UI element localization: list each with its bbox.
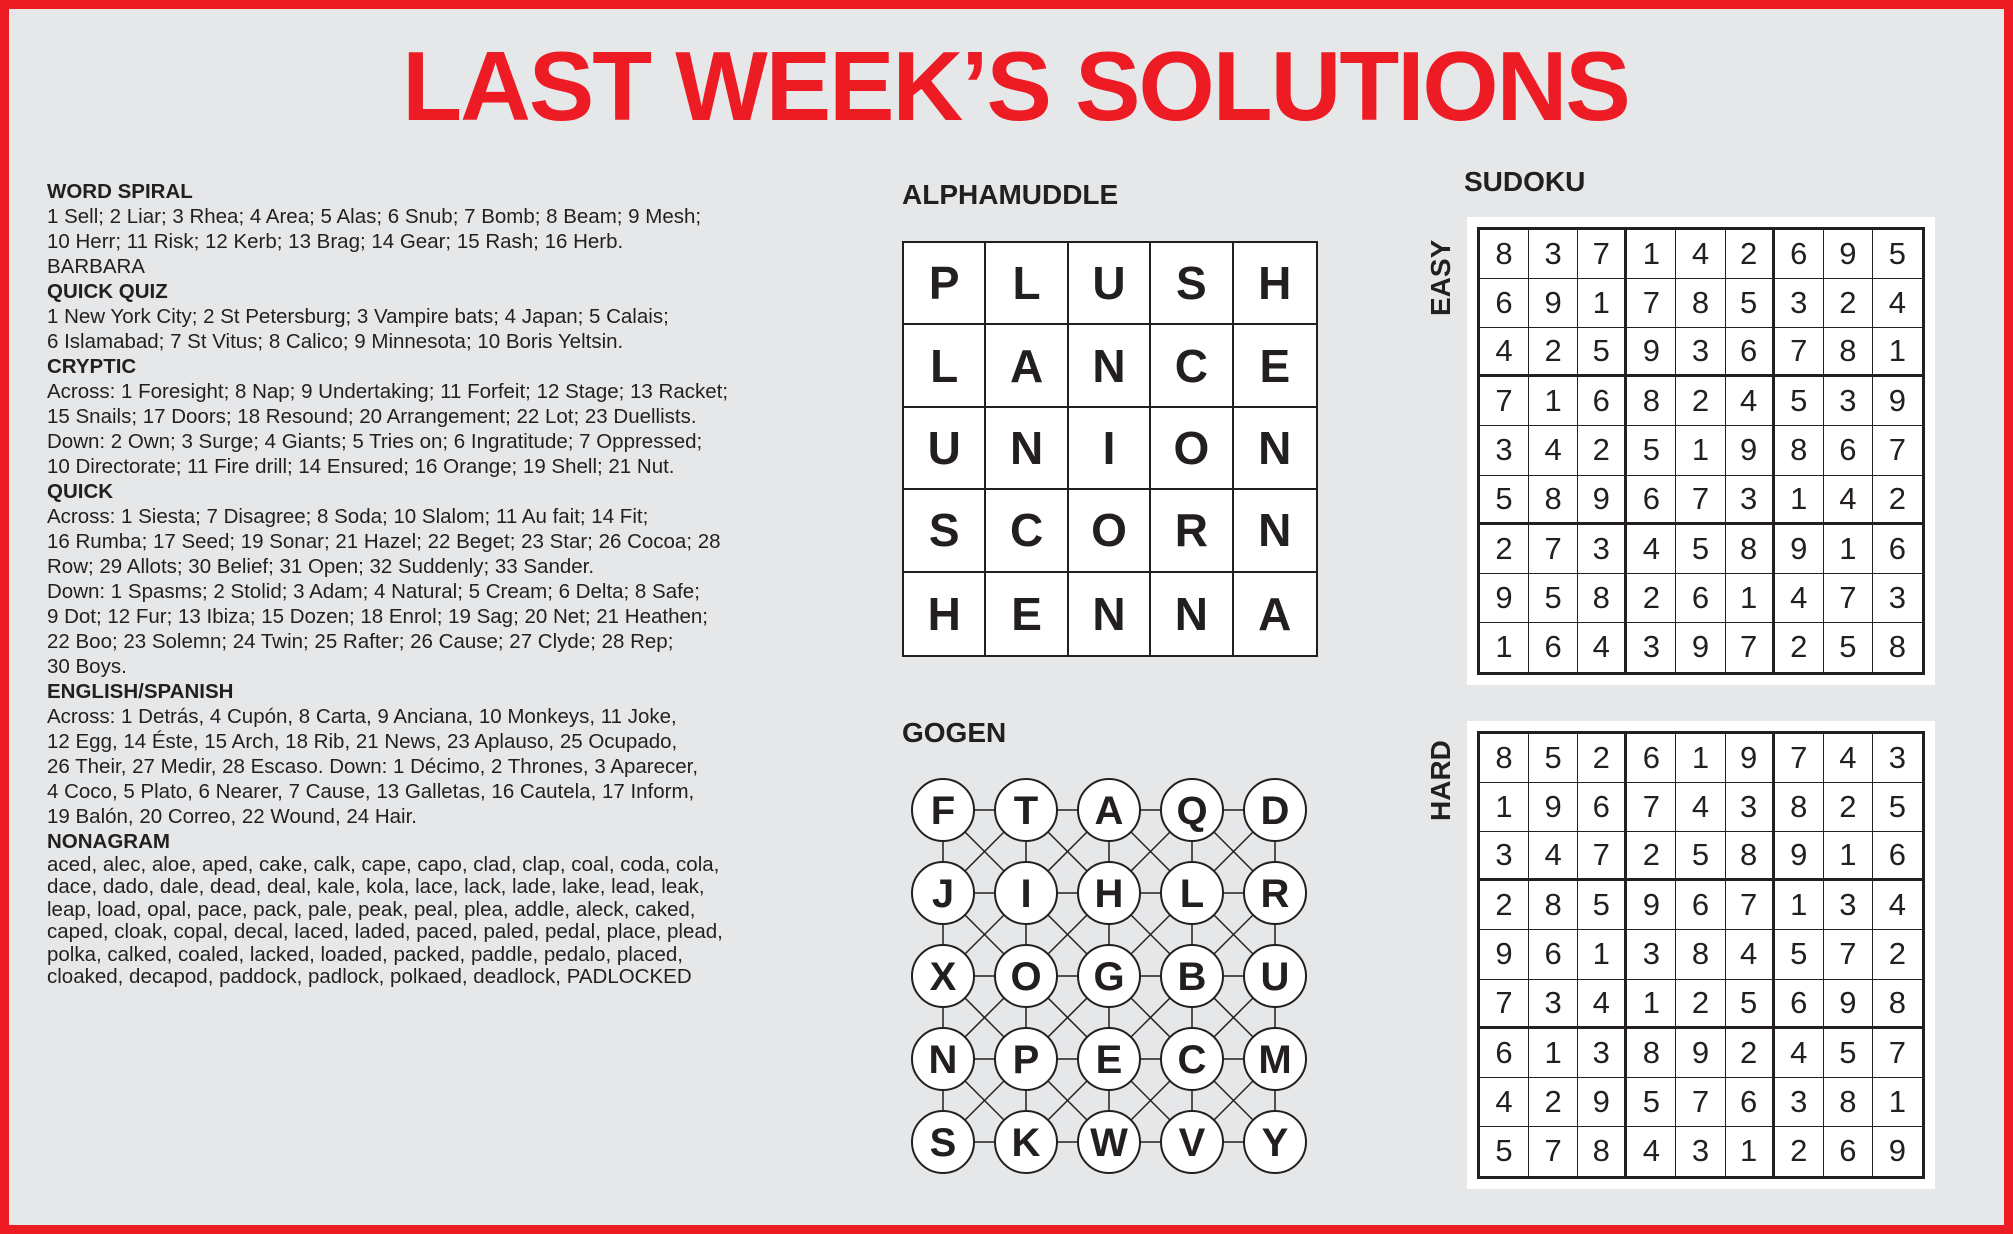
section-word-spiral [47, 179, 807, 279]
sudoku-cell: 3 [1529, 230, 1578, 279]
gogen-letter: R [1260, 872, 1290, 916]
sudoku-cell: 9 [1480, 574, 1529, 623]
section-nonagram [47, 829, 807, 988]
sudoku-cell: 2 [1529, 328, 1578, 377]
sudoku-cell: 7 [1480, 377, 1529, 426]
sudoku-cell: 9 [1578, 1078, 1627, 1127]
sudoku-cell: 4 [1676, 230, 1725, 279]
sudoku-cell: 2 [1824, 279, 1873, 328]
sudoku-cell: 9 [1676, 623, 1725, 672]
section-line: 22 Boo; 23 Solemn; 24 Twin; 25 Rafter; 26 Cause; 27 Clyde; 28 Rep; [47, 630, 674, 653]
alphamuddle-cell: S [904, 490, 986, 572]
alphamuddle-cell: C [1151, 325, 1233, 407]
sudoku-cell: 1 [1775, 881, 1824, 930]
sudoku-cell: 2 [1480, 881, 1529, 930]
gogen-letter: Y [1261, 1121, 1289, 1165]
gogen-letter: S [929, 1121, 957, 1165]
sudoku-cell: 4 [1726, 377, 1775, 426]
sudoku-cell: 7 [1676, 1078, 1725, 1127]
section-line: 1 Sell; 2 Liar; 3 Rhea; 4 Area; 5 Alas; 6 Snub; 7 Bomb; 8 Beam; 9 Mesh; [47, 205, 702, 228]
sudoku-cell: 2 [1578, 426, 1627, 475]
solutions-text-column [47, 179, 807, 988]
sudoku-cell: 5 [1480, 1127, 1529, 1176]
sudoku-cell: 4 [1480, 1078, 1529, 1127]
sudoku-cell: 3 [1824, 377, 1873, 426]
sudoku-cell: 6 [1529, 623, 1578, 672]
alphamuddle-cell: R [1151, 490, 1233, 572]
sudoku-cell: 2 [1529, 1078, 1578, 1127]
sudoku-cell: 1 [1480, 783, 1529, 832]
sudoku-cell: 4 [1627, 1127, 1676, 1176]
sudoku-cell: 1 [1726, 1127, 1775, 1176]
section-line: 10 Directorate; 11 Fire drill; 14 Ensured; 16 Orange; 19 Shell; 21 Nut. [47, 455, 675, 478]
sudoku-cell: 2 [1873, 930, 1922, 979]
sudoku-cell: 7 [1480, 980, 1529, 1029]
sudoku-cell: 5 [1775, 377, 1824, 426]
sudoku-cell: 7 [1873, 426, 1922, 475]
alphamuddle-cell: L [986, 243, 1068, 325]
sudoku-cell: 5 [1726, 279, 1775, 328]
sudoku-cell: 3 [1627, 930, 1676, 979]
section-line: 9 Dot; 12 Fur; 13 Ibiza; 15 Dozen; 18 Enrol; 19 Sag; 20 Net; 21 Heathen; [47, 605, 708, 628]
section-line: Row; 29 Allots; 30 Belief; 31 Open; 32 Suddenly; 33 Sander. [47, 555, 595, 578]
sudoku-cell: 9 [1824, 230, 1873, 279]
sudoku-cell: 3 [1578, 525, 1627, 574]
sudoku-cell: 1 [1480, 623, 1529, 672]
section-heading: NONAGRAM [47, 830, 170, 853]
section-line: 30 Boys. [47, 655, 127, 678]
sudoku-cell: 1 [1627, 230, 1676, 279]
gogen-letter: O [1010, 955, 1042, 999]
gogen-letter: L [1179, 872, 1205, 916]
gogen-letter: I [1020, 872, 1032, 916]
sudoku-cell: 6 [1676, 881, 1725, 930]
sudoku-cell: 7 [1676, 476, 1725, 525]
gogen-letter: U [1260, 955, 1290, 999]
sudoku-cell: 4 [1775, 1029, 1824, 1078]
sudoku-cell: 8 [1480, 230, 1529, 279]
sudoku-cell: 6 [1578, 783, 1627, 832]
gogen-heading: GOGEN [902, 717, 1007, 748]
sudoku-cell: 1 [1726, 574, 1775, 623]
section-quick-quiz [47, 279, 807, 354]
section-line: dace, dado, dale, dead, deal, kale, kola, lace, lack, lade, lake, lead, leak, [47, 875, 705, 899]
alphamuddle-cell: N [1234, 490, 1316, 572]
section-line: 26 Their, 27 Medir, 28 Escaso. Down: 1 Décimo, 2 Thrones, 3 Aparecer, [47, 755, 699, 778]
section-line: 16 Rumba; 17 Seed; 19 Sonar; 21 Hazel; 22 Beget; 23 Star; 26 Cocoa; 28 [47, 530, 721, 553]
sudoku-easy-box [1467, 217, 1935, 685]
sudoku-hard-box [1467, 721, 1935, 1189]
section-line: 15 Snails; 17 Doors; 18 Resound; 20 Arrangement; 22 Lot; 23 Duellists. [47, 405, 697, 428]
sudoku-cell: 3 [1873, 574, 1922, 623]
sudoku-easy-label: EASY [1425, 239, 1456, 316]
sudoku-cell: 4 [1824, 734, 1873, 783]
alphamuddle-cell: E [986, 573, 1068, 655]
gogen-letter: G [1093, 955, 1125, 999]
alphamuddle-cell: L [904, 325, 986, 407]
sudoku-cell: 1 [1676, 426, 1725, 475]
section-line: Down: 1 Spasms; 2 Stolid; 3 Adam; 4 Natural; 5 Cream; 6 Delta; 8 Safe; [47, 580, 700, 603]
sudoku-cell: 3 [1824, 881, 1873, 930]
sudoku-cell: 6 [1824, 1127, 1873, 1176]
sudoku-cell: 3 [1775, 1078, 1824, 1127]
sudoku-cell: 5 [1873, 230, 1922, 279]
section-heading: WORD SPIRAL [47, 180, 193, 203]
sudoku-cell: 9 [1676, 1029, 1725, 1078]
section-heading: ENGLISH/SPANISH [47, 680, 234, 703]
sudoku-cell: 3 [1676, 328, 1725, 377]
sudoku-cell: 8 [1775, 426, 1824, 475]
sudoku-cell: 7 [1824, 930, 1873, 979]
sudoku-cell: 1 [1873, 1078, 1922, 1127]
sudoku-cell: 3 [1529, 980, 1578, 1029]
sudoku-cell: 5 [1676, 525, 1725, 574]
section-line: Across: 1 Siesta; 7 Disagree; 8 Soda; 10 Slalom; 11 Au fait; 14 Fit; [47, 505, 649, 528]
alphamuddle-cell: E [1234, 325, 1316, 407]
sudoku-cell: 9 [1888, 1133, 1907, 1169]
sudoku-cell: 4 [1529, 426, 1578, 475]
sudoku-cell: 2 [1726, 1029, 1775, 1078]
gogen-letter: E [1095, 1038, 1123, 1082]
sudoku-cell: 6 [1480, 279, 1529, 328]
sudoku-cell: 5 [1775, 930, 1824, 979]
section-heading: QUICK QUIZ [47, 280, 168, 303]
gogen-letter: C [1177, 1038, 1207, 1082]
alphamuddle-cell: A [1258, 587, 1292, 640]
page-title: LAST WEEK’S SOLUTIONS [402, 31, 1629, 141]
sudoku-cell: 9 [1627, 328, 1676, 377]
sudoku-cell: 3 [1627, 623, 1676, 672]
sudoku-cell: 5 [1824, 623, 1873, 672]
alphamuddle-cell: N [1069, 573, 1151, 655]
sudoku-cell: 6 [1578, 377, 1627, 426]
sudoku-cell: 9 [1529, 783, 1578, 832]
gogen-letter: F [930, 789, 956, 833]
section-line: 19 Balón, 20 Correo, 22 Wound, 24 Hair. [47, 805, 417, 828]
sudoku-cell: 2 [1627, 574, 1676, 623]
sudoku-cell: 2 [1480, 525, 1529, 574]
gogen-letter: D [1260, 789, 1290, 833]
sudoku-cell: 1 [1627, 980, 1676, 1029]
gogen-letter: M [1258, 1038, 1292, 1082]
sudoku-cell: 3 [1480, 832, 1529, 881]
section-line: Across: 1 Foresight; 8 Nap; 9 Undertaking; 11 Forfeit; 12 Stage; 13 Racket; [47, 380, 729, 403]
sudoku-cell: 9 [1529, 279, 1578, 328]
sudoku-cell: 2 [1627, 832, 1676, 881]
sudoku-cell: 2 [1676, 980, 1725, 1029]
sudoku-cell: 8 [1627, 1029, 1676, 1078]
sudoku-cell: 3 [1726, 783, 1775, 832]
section-line: polka, calked, coaled, lacked, loaded, packed, paddle, pedalo, placed, [47, 942, 683, 966]
alphamuddle-cell: O [1069, 490, 1151, 572]
gogen-letter: X [929, 955, 957, 999]
sudoku-cell: 7 [1873, 1029, 1922, 1078]
sudoku-cell: 1 [1578, 930, 1627, 979]
alphamuddle-cell: H [904, 573, 986, 655]
sudoku-cell: 6 [1627, 734, 1676, 783]
sudoku-cell: 7 [1726, 623, 1775, 672]
gogen-grid [902, 769, 1322, 1189]
sudoku-cell: 3 [1578, 1029, 1627, 1078]
section-line: cloaked, decapod, paddock, padlock, polkaed, deadlock, PADLOCKED [47, 965, 692, 989]
sudoku-cell: 2 [1726, 230, 1775, 279]
section-line: 1 New York City; 2 St Petersburg; 3 Vampire bats; 4 Japan; 5 Calais; [47, 305, 669, 328]
sudoku-cell: 7 [1578, 230, 1627, 279]
sudoku-cell: 4 [1627, 525, 1676, 574]
sudoku-cell: 4 [1726, 930, 1775, 979]
sudoku-cell: 1 [1824, 832, 1873, 881]
sudoku-cell: 6 [1824, 426, 1873, 475]
sudoku-cell: 9 [1627, 881, 1676, 930]
sudoku-cell: 6 [1529, 930, 1578, 979]
sudoku-cell: 9 [1824, 980, 1873, 1029]
gogen-letter: V [1178, 1121, 1206, 1165]
gogen-letter: H [1094, 872, 1124, 916]
sudoku-cell: 3 [1873, 734, 1922, 783]
sudoku-easy-grid [1477, 227, 1925, 675]
section-line: Down: 2 Own; 3 Surge; 4 Giants; 5 Tries on; 6 Ingratitude; 7 Oppressed; [47, 430, 703, 453]
sudoku-cell: 8 [1824, 1078, 1873, 1127]
sudoku-cell: 7 [1578, 832, 1627, 881]
sudoku-cell: 7 [1627, 279, 1676, 328]
sudoku-cell: 8 [1578, 1127, 1627, 1176]
alphamuddle-cell: U [1069, 243, 1151, 325]
sudoku-cell: 5 [1873, 783, 1922, 832]
sudoku-cell: 4 [1676, 783, 1725, 832]
gogen-letter: T [1013, 789, 1039, 833]
alphamuddle-cell: C [986, 490, 1068, 572]
alphamuddle-cell: N [1069, 325, 1151, 407]
sudoku-cell: 7 [1775, 734, 1824, 783]
alphamuddle-cell: A [986, 325, 1068, 407]
section-line: 10 Herr; 11 Risk; 12 Kerb; 13 Brag; 14 Gear; 15 Rash; 16 Herb. [47, 230, 624, 253]
sudoku-cell: 4 [1873, 881, 1922, 930]
sudoku-cell: 8 [1529, 476, 1578, 525]
sudoku-cell: 6 [1726, 1078, 1775, 1127]
sudoku-cell: 3 [1775, 279, 1824, 328]
sudoku-hard-label: HARD [1425, 740, 1456, 821]
gogen-letter: N [928, 1038, 958, 1082]
sudoku-cell: 8 [1578, 574, 1627, 623]
sudoku-cell: 7 [1726, 881, 1775, 930]
sudoku-cell: 2 [1775, 1127, 1824, 1176]
sudoku-cell: 8 [1888, 629, 1907, 665]
sudoku-cell: 1 [1529, 1029, 1578, 1078]
sudoku-cell: 8 [1627, 377, 1676, 426]
sudoku-cell: 5 [1578, 328, 1627, 377]
sudoku-cell: 9 [1775, 832, 1824, 881]
sudoku-cell: 5 [1578, 881, 1627, 930]
sudoku-cell: 2 [1824, 783, 1873, 832]
sudoku-cell: 9 [1775, 525, 1824, 574]
sudoku-cell: 8 [1529, 881, 1578, 930]
sudoku-cell: 2 [1578, 734, 1627, 783]
section-line: aced, alec, aloe, aped, cake, calk, cape, capo, clad, clap, coal, coda, cola, [47, 853, 720, 876]
section-line: BARBARA [47, 255, 145, 278]
sudoku-cell: 7 [1775, 328, 1824, 377]
sudoku-cell: 6 [1775, 230, 1824, 279]
sudoku-cell: 8 [1676, 930, 1725, 979]
sudoku-cell: 8 [1824, 328, 1873, 377]
sudoku-cell: 5 [1480, 476, 1529, 525]
gogen-letter: Q [1176, 789, 1208, 833]
sudoku-cell: 4 [1775, 574, 1824, 623]
sudoku-cell: 6 [1480, 1029, 1529, 1078]
alphamuddle-cell: U [904, 408, 986, 490]
sudoku-cell: 7 [1824, 574, 1873, 623]
sudoku-cell: 1 [1873, 328, 1922, 377]
sudoku-cell: 4 [1578, 623, 1627, 672]
sudoku-cell: 8 [1775, 783, 1824, 832]
sudoku-cell: 5 [1627, 426, 1676, 475]
sudoku-cell: 9 [1726, 426, 1775, 475]
sudoku-cell: 5 [1824, 1029, 1873, 1078]
sudoku-cell: 3 [1676, 1127, 1725, 1176]
sudoku-cell: 7 [1627, 783, 1676, 832]
sudoku-cell: 6 [1676, 574, 1725, 623]
sudoku-cell: 9 [1480, 930, 1529, 979]
alphamuddle-cell: P [904, 243, 986, 325]
nonagram-words [47, 854, 807, 988]
sudoku-cell: 4 [1873, 279, 1922, 328]
sudoku-cell: 5 [1726, 980, 1775, 1029]
sudoku-cell: 4 [1824, 476, 1873, 525]
sudoku-cell: 6 [1775, 980, 1824, 1029]
sudoku-cell: 1 [1578, 279, 1627, 328]
section-line: leap, load, opal, pace, pack, pale, peak, peal, plea, addle, aleck, caked, [47, 897, 696, 921]
alphamuddle-heading: ALPHAMUDDLE [902, 179, 1119, 210]
sudoku-cell: 1 [1775, 476, 1824, 525]
sudoku-cell: 6 [1726, 328, 1775, 377]
sudoku-cell: 9 [1726, 734, 1775, 783]
alphamuddle-cell: N [1234, 408, 1316, 490]
sudoku-cell: 2 [1873, 476, 1922, 525]
sudoku-hard-grid [1477, 731, 1925, 1179]
section-quick [47, 479, 807, 679]
sudoku-cell: 1 [1824, 525, 1873, 574]
gogen-letter: W [1090, 1121, 1128, 1165]
sudoku-cell: 7 [1529, 1127, 1578, 1176]
section-line: 4 Coco, 5 Plato, 6 Nearer, 7 Cause, 13 Galletas, 16 Cautela, 17 Inform, [47, 780, 695, 803]
sudoku-cell: 8 [1873, 980, 1922, 1029]
alphamuddle-cell: I [1069, 408, 1151, 490]
section-heading: QUICK [47, 480, 114, 503]
sudoku-cell: 3 [1726, 476, 1775, 525]
alphamuddle-cell: S [1151, 243, 1233, 325]
sudoku-cell: 6 [1627, 476, 1676, 525]
sudoku-cell: 1 [1676, 734, 1725, 783]
section-cryptic [47, 354, 807, 479]
gogen-letter: B [1177, 955, 1207, 999]
alphamuddle-grid [902, 241, 1318, 657]
sudoku-cell: 2 [1775, 623, 1824, 672]
sudoku-cell: 6 [1873, 832, 1922, 881]
section-line: 6 Islamabad; 7 St Vitus; 8 Calico; 9 Minnesota; 10 Boris Yeltsin. [47, 330, 624, 353]
sudoku-cell: 4 [1480, 328, 1529, 377]
sudoku-cell: 5 [1627, 1078, 1676, 1127]
section-english-spanish [47, 679, 807, 829]
sudoku-cell: 4 [1529, 832, 1578, 881]
sudoku-cell: 9 [1873, 377, 1922, 426]
section-heading: CRYPTIC [47, 355, 137, 378]
sudoku-cell: 9 [1578, 476, 1627, 525]
sudoku-cell: 7 [1529, 525, 1578, 574]
gogen-letter: A [1094, 789, 1124, 833]
sudoku-cell: 8 [1726, 832, 1775, 881]
gogen-letter: P [1012, 1038, 1040, 1082]
sudoku-cell: 8 [1726, 525, 1775, 574]
sudoku-heading: SUDOKU [1464, 166, 1586, 197]
sudoku-cell: 5 [1529, 574, 1578, 623]
alphamuddle-cell: H [1234, 243, 1316, 325]
sudoku-cell: 1 [1529, 377, 1578, 426]
section-line: Across: 1 Detrás, 4 Cupón, 8 Carta, 9 Anciana, 10 Monkeys, 11 Joke, [47, 705, 677, 728]
sudoku-cell: 8 [1676, 279, 1725, 328]
section-line: caped, cloak, copal, decal, laced, laded, paced, paled, pedal, place, plead, [47, 920, 723, 944]
section-line: 12 Egg, 14 Éste, 15 Arch, 18 Rib, 21 News, 23 Aplauso, 25 Ocupado, [47, 730, 678, 753]
sudoku-cell: 8 [1480, 734, 1529, 783]
gogen-letter: J [931, 872, 955, 916]
alphamuddle-cell: N [986, 408, 1068, 490]
sudoku-cell: 5 [1676, 832, 1725, 881]
sudoku-cell: 5 [1529, 734, 1578, 783]
alphamuddle-cell: O [1151, 408, 1233, 490]
sudoku-cell: 2 [1676, 377, 1725, 426]
sudoku-cell: 3 [1480, 426, 1529, 475]
gogen-letter: K [1011, 1121, 1041, 1165]
alphamuddle-cell: N [1151, 573, 1233, 655]
sudoku-cell: 6 [1873, 525, 1922, 574]
sudoku-cell: 4 [1578, 980, 1627, 1029]
